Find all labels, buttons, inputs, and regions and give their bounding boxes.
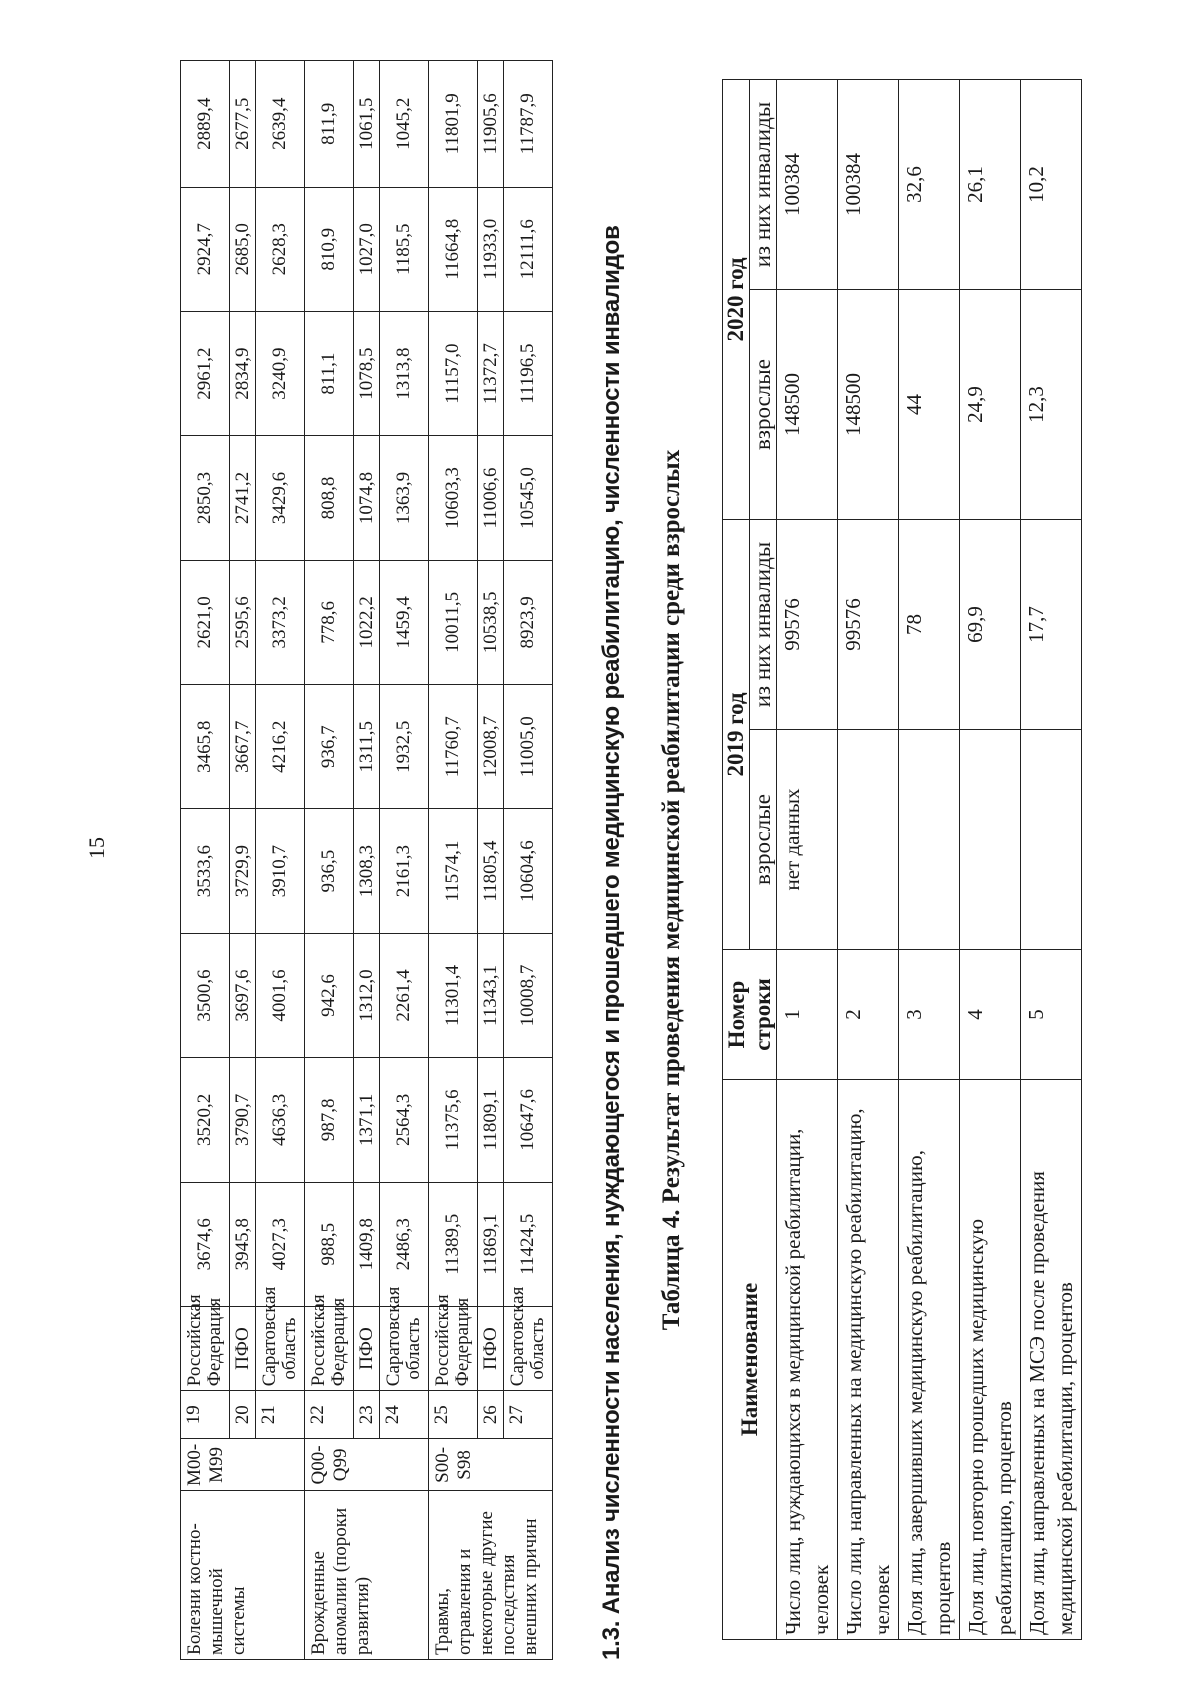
header-row-number: Номер строки: [723, 950, 777, 1080]
value-cell: 1022,2: [354, 560, 380, 684]
value-cell: 2261,4: [380, 933, 429, 1057]
value-cell: 11787,9: [504, 61, 553, 188]
value-cell: 3790,7: [230, 1058, 256, 1182]
value-cell: 2834,9: [230, 311, 256, 435]
value-cell: 811,1: [305, 311, 354, 435]
row-number-cell: 1: [777, 950, 838, 1080]
value-cell: 11933,0: [478, 187, 504, 311]
value-cell: 2741,2: [230, 436, 256, 560]
value-cell: 11005,0: [504, 685, 553, 809]
value-cell: 3240,9: [256, 311, 305, 435]
region-cell: Саратовская область: [504, 1306, 553, 1390]
value-cell: 808,8: [305, 436, 354, 560]
value-cell: 10011,5: [429, 560, 478, 684]
table-row: [305, 61, 354, 1660]
value-cell: 2685,0: [230, 187, 256, 311]
value-cell: 11157,0: [429, 311, 478, 435]
value-cell: 11343,1: [478, 933, 504, 1057]
value-cell: 1459,4: [380, 560, 429, 684]
adults-2020-cell: 44: [899, 290, 960, 520]
disabled-2019-cell: 99576: [777, 520, 838, 730]
table-row: [777, 80, 838, 1640]
value-cell: 10008,7: [504, 933, 553, 1057]
value-cell: 11196,5: [504, 311, 553, 435]
value-cell: 11301,4: [429, 933, 478, 1057]
disabled-2020-cell: 100384: [838, 80, 899, 290]
value-cell: 3465,8: [181, 685, 230, 809]
value-cell: 11375,6: [429, 1058, 478, 1182]
row-number-cell: 5: [1021, 950, 1082, 1080]
adults-2020-cell: 148500: [838, 290, 899, 520]
rotated-content: [180, 60, 1200, 1660]
value-cell: 3533,6: [181, 809, 230, 933]
region-cell: Российская Федерация: [429, 1306, 478, 1390]
region-cell: Российская Федерация: [305, 1306, 354, 1390]
value-cell: 1313,8: [380, 311, 429, 435]
row-number-cell: 22: [305, 1391, 354, 1439]
disabled-2020-cell: 32,6: [899, 80, 960, 290]
value-cell: 10647,6: [504, 1058, 553, 1182]
row-number-cell: 19: [181, 1391, 230, 1439]
adults-2020-cell: 148500: [777, 290, 838, 520]
table-row: [1021, 80, 1082, 1640]
value-cell: 936,7: [305, 685, 354, 809]
value-cell: 12008,7: [478, 685, 504, 809]
table-row: [230, 61, 256, 1660]
value-cell: 3729,9: [230, 809, 256, 933]
value-cell: 3697,6: [230, 933, 256, 1057]
rehabilitation-results-table: [722, 79, 1082, 1640]
row-number-cell: 21: [256, 1391, 305, 1439]
value-cell: 11809,1: [478, 1058, 504, 1182]
section-title: 1.3. Анализ численности населения, нуждающегося и прошедшего медицинскую реабилитацию, численности инвалидов: [598, 225, 625, 1660]
row-number-cell: 27: [504, 1391, 553, 1439]
value-cell: 1932,5: [380, 685, 429, 809]
value-cell: 11905,6: [478, 61, 504, 188]
region-cell: ПФО: [478, 1306, 504, 1390]
row-number-cell: 20: [230, 1391, 256, 1439]
header-year-2020: 2020 год: [723, 80, 750, 520]
value-cell: 10604,6: [504, 809, 553, 933]
adults-2019-cell: [899, 730, 960, 950]
value-cell: 1185,5: [380, 187, 429, 311]
value-cell: 11574,1: [429, 809, 478, 933]
value-cell: 2889,4: [181, 61, 230, 188]
value-cell: 2621,0: [181, 560, 230, 684]
table-row: [429, 61, 478, 1660]
row-number-cell: 2: [838, 950, 899, 1080]
table-row: [960, 80, 1021, 1640]
adults-2019-cell: [1021, 730, 1082, 950]
value-cell: 2486,3: [380, 1182, 429, 1306]
value-cell: 10538,5: [478, 560, 504, 684]
value-cell: 3520,2: [181, 1058, 230, 1182]
value-cell: 11760,7: [429, 685, 478, 809]
table-4-caption: Таблица 4. Результат проведения медицинской реабилитации среди взрослых: [658, 449, 685, 1331]
value-cell: 2161,3: [380, 809, 429, 933]
disabled-2019-cell: 69,9: [960, 520, 1021, 730]
name-cell: Доля лиц, повторно прошедших медицинскую реабилитацию, процентов: [960, 1080, 1021, 1640]
value-cell: 1409,8: [354, 1182, 380, 1306]
page-number: 15: [84, 837, 109, 859]
value-cell: 3429,6: [256, 436, 305, 560]
value-cell: 4027,3: [256, 1182, 305, 1306]
rehabilitation-table-body: [777, 80, 1082, 1640]
value-cell: 2595,6: [230, 560, 256, 684]
value-cell: 11869,1: [478, 1182, 504, 1306]
morbidity-table-body: [181, 61, 553, 1660]
row-number-cell: 3: [899, 950, 960, 1080]
value-cell: 1061,5: [354, 61, 380, 188]
header-name: Наименование: [723, 1080, 777, 1640]
table-row: [838, 80, 899, 1640]
value-cell: 988,5: [305, 1182, 354, 1306]
icd-code-cell: S00-S98: [429, 1439, 553, 1491]
icd-code-cell: Q00-Q99: [305, 1439, 429, 1491]
value-cell: 10545,0: [504, 436, 553, 560]
header-disabled-2019: из них инвалиды: [750, 520, 777, 730]
adults-2020-cell: 12,3: [1021, 290, 1082, 520]
value-cell: 2924,7: [181, 187, 230, 311]
value-cell: 1363,9: [380, 436, 429, 560]
value-cell: 811,9: [305, 61, 354, 188]
header-adults-2020: взрослые: [750, 290, 777, 520]
value-cell: 12111,6: [504, 187, 553, 311]
disabled-2020-cell: 26,1: [960, 80, 1021, 290]
value-cell: 11805,4: [478, 809, 504, 933]
value-cell: 936,5: [305, 809, 354, 933]
row-number-cell: 26: [478, 1391, 504, 1439]
value-cell: 11372,7: [478, 311, 504, 435]
value-cell: 1371,1: [354, 1058, 380, 1182]
region-cell: Саратовская область: [256, 1306, 305, 1390]
adults-2019-cell: [838, 730, 899, 950]
disabled-2020-cell: 100384: [777, 80, 838, 290]
value-cell: 2961,2: [181, 311, 230, 435]
value-cell: 4216,2: [256, 685, 305, 809]
value-cell: 810,9: [305, 187, 354, 311]
value-cell: 1074,8: [354, 436, 380, 560]
value-cell: 1045,2: [380, 61, 429, 188]
value-cell: 1027,0: [354, 187, 380, 311]
value-cell: 1311,5: [354, 685, 380, 809]
value-cell: 10603,3: [429, 436, 478, 560]
table-row: [478, 61, 504, 1660]
value-cell: 11006,6: [478, 436, 504, 560]
value-cell: 2850,3: [181, 436, 230, 560]
disabled-2019-cell: 99576: [838, 520, 899, 730]
table-row: [354, 61, 380, 1660]
table-row: [256, 61, 305, 1660]
disease-group-cell: Болезни костно-мышечной системы: [181, 1491, 305, 1660]
table-row: [380, 61, 429, 1660]
value-cell: 778,6: [305, 560, 354, 684]
value-cell: 2628,3: [256, 187, 305, 311]
value-cell: 4636,3: [256, 1058, 305, 1182]
disabled-2019-cell: 17,7: [1021, 520, 1082, 730]
value-cell: 11424,5: [504, 1182, 553, 1306]
row-number-cell: 24: [380, 1391, 429, 1439]
value-cell: 3667,7: [230, 685, 256, 809]
value-cell: 3500,6: [181, 933, 230, 1057]
value-cell: 8923,9: [504, 560, 553, 684]
disabled-2019-cell: 78: [899, 520, 960, 730]
table-row: [899, 80, 960, 1640]
region-cell: Российская Федерация: [181, 1306, 230, 1390]
value-cell: 1312,0: [354, 933, 380, 1057]
row-number-cell: 4: [960, 950, 1021, 1080]
name-cell: Число лиц, нуждающихся в медицинской реабилитации, человек: [777, 1080, 838, 1640]
morbidity-table: [180, 60, 553, 1660]
value-cell: 3910,7: [256, 809, 305, 933]
value-cell: 3373,2: [256, 560, 305, 684]
name-cell: Доля лиц, направленных на МСЭ после проведения медицинской реабилитации, процентов: [1021, 1080, 1082, 1640]
disabled-2020-cell: 10,2: [1021, 80, 1082, 290]
header-disabled-2020: из них инвалиды: [750, 80, 777, 290]
header-year-2019: 2019 год: [723, 520, 750, 950]
value-cell: 11801,9: [429, 61, 478, 188]
table-row: [504, 61, 553, 1660]
value-cell: 987,8: [305, 1058, 354, 1182]
icd-code-cell: M00-M99: [181, 1439, 305, 1491]
adults-2019-cell: [960, 730, 1021, 950]
region-cell: ПФО: [230, 1306, 256, 1390]
value-cell: 942,6: [305, 933, 354, 1057]
value-cell: 3945,8: [230, 1182, 256, 1306]
row-number-cell: 25: [429, 1391, 478, 1439]
value-cell: 4001,6: [256, 933, 305, 1057]
row-number-cell: 23: [354, 1391, 380, 1439]
value-cell: 2564,3: [380, 1058, 429, 1182]
name-cell: Число лиц, направленных на медицинскую реабилитацию, человек: [838, 1080, 899, 1640]
name-cell: Доля лиц, завершивших медицинскую реабилитацию, процентов: [899, 1080, 960, 1640]
value-cell: 1308,3: [354, 809, 380, 933]
disease-group-cell: Врожденные аномалии (пороки развития): [305, 1491, 429, 1660]
table-row: [181, 61, 230, 1660]
value-cell: 2639,4: [256, 61, 305, 188]
header-adults-2019: взрослые: [750, 730, 777, 950]
value-cell: 3674,6: [181, 1182, 230, 1306]
disease-group-cell: Травмы, отравления и некоторые другие последствия внешних причин: [429, 1491, 553, 1660]
adults-2020-cell: 24,9: [960, 290, 1021, 520]
value-cell: 2677,5: [230, 61, 256, 188]
value-cell: 11664,8: [429, 187, 478, 311]
adults-2019-cell: нет данных: [777, 730, 838, 950]
region-cell: ПФО: [354, 1306, 380, 1390]
region-cell: Саратовская область: [380, 1306, 429, 1390]
value-cell: 11389,5: [429, 1182, 478, 1306]
value-cell: 1078,5: [354, 311, 380, 435]
